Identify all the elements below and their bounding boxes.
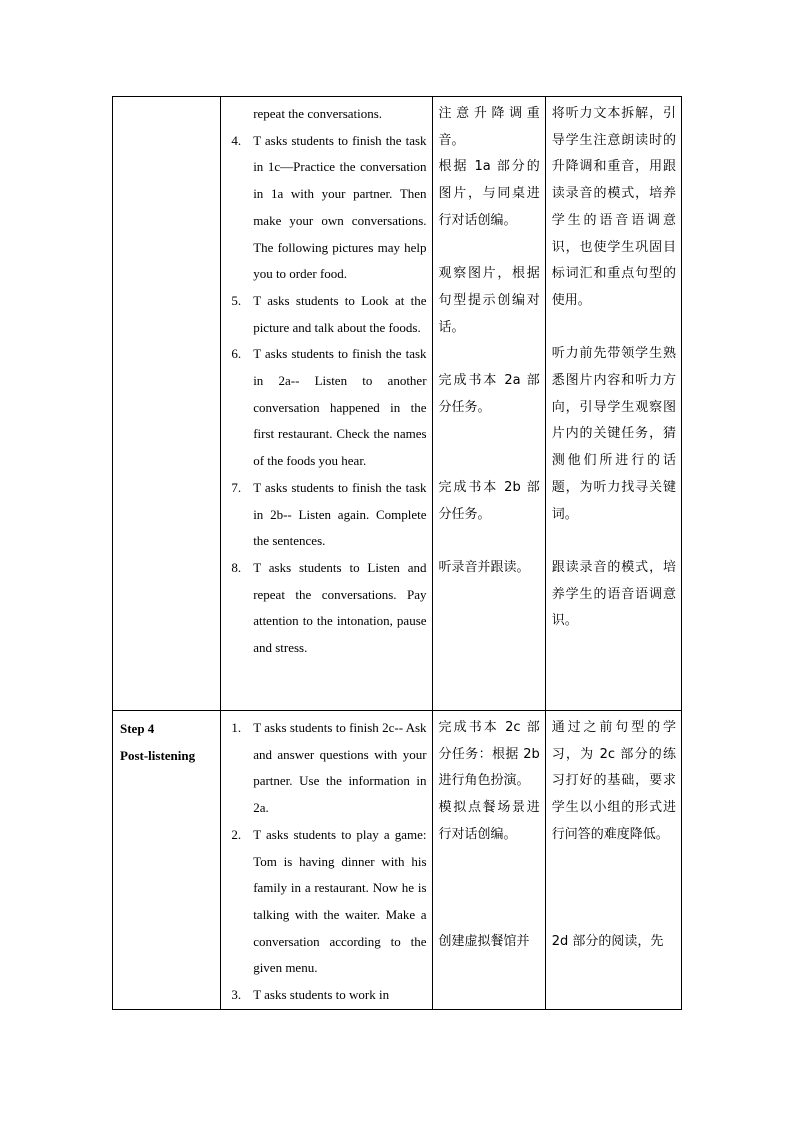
student-activities-cell: [432, 97, 545, 711]
list-item: repeat the conversations.: [253, 106, 383, 121]
student-activities-cell: [432, 711, 545, 1010]
lesson-plan-table: [112, 96, 682, 1010]
teacher-activities-cell: [221, 711, 432, 1010]
design-purpose-cell: [545, 711, 681, 1010]
list-item: 1. T asks students to finish 2c-- Ask and answer questions with your partner. Use the information in 2a.: [231, 720, 427, 816]
design-purpose-cell: [545, 97, 681, 711]
design-purpose: 通过之前句型的学习，为 2c 部分的练习打好的基础，要求学生以小组的形式进行问答的难度降低。: [551, 720, 676, 842]
list-item: 7. T asks students to finish the task in 2b-- Listen again. Complete the sentences.: [231, 479, 427, 549]
step-cell: [113, 711, 221, 1010]
list-item: 5. T asks students to Look at the picture and talk about the foods.: [231, 292, 427, 335]
list-item: 2. T asks students to play a game: Tom is having dinner with his family in a restaurant. Now he is talking with the waiter. Make a conversation according to the given menu.: [231, 826, 427, 976]
student-activity: 完成书本 2a 部分任务。: [438, 373, 540, 415]
step-subtitle: Post-listening: [120, 748, 196, 763]
student-activity: 创建虚拟餐馆并: [438, 933, 530, 949]
student-activity: 模拟点餐场景进行对话创编。: [438, 800, 540, 842]
step-cell-empty: [113, 97, 221, 711]
design-purpose: 将听力文本拆解，引导学生注意朗读时的升降调和重音，用跟读录音的模式，培养学生的语音语调意识，也使学生巩固目标词汇和重点句型的使用。: [551, 106, 676, 308]
list-item: 8. T asks students to Listen and repeat the conversations. Pay attention to the intonation, pause and stress.: [231, 559, 427, 656]
list-item: 3. T asks students to work in: [231, 987, 390, 1003]
design-purpose: 听力前先带领学生熟悉图片内容和听力方向，引导学生观察图片内的关键任务，猜测他们所进行的话题，为听力找寻关键词。: [551, 346, 676, 522]
design-purpose: 2d 部分的阅读，先: [551, 933, 664, 949]
student-activity: 观察图片，根据句型提示创编对话。: [438, 266, 540, 335]
design-purpose: 跟读录音的模式，培养学生的语音语调意识。: [551, 559, 676, 629]
student-activity: 注意升降调重音。: [438, 106, 540, 148]
student-activity: 根据 1a 部分的图片，与同桌进行对话创编。: [438, 159, 540, 228]
list-item: 6. T asks students to finish the task in 2a-- Listen to another conversation happened in the first restaurant. Check the names of the foods you hear.: [231, 346, 427, 469]
student-activity: 完成书本 2b 部分任务。: [438, 479, 540, 522]
student-activity: 完成书本 2c 部分任务：根据 2b 进行角色扮演。: [438, 720, 540, 789]
list-item: 4. T asks students to finish the task in 1c—Practice the conversation in 1a with your partner. Then make your own conversations. The following pictures may help you to order food.: [231, 132, 427, 282]
table-row-post-listening: [113, 711, 682, 1010]
table-row-while-listening: [113, 97, 682, 711]
step-title: Step 4: [120, 721, 155, 736]
teacher-activities-cell: [221, 97, 432, 711]
student-activity: 听录音并跟读。: [438, 559, 530, 575]
